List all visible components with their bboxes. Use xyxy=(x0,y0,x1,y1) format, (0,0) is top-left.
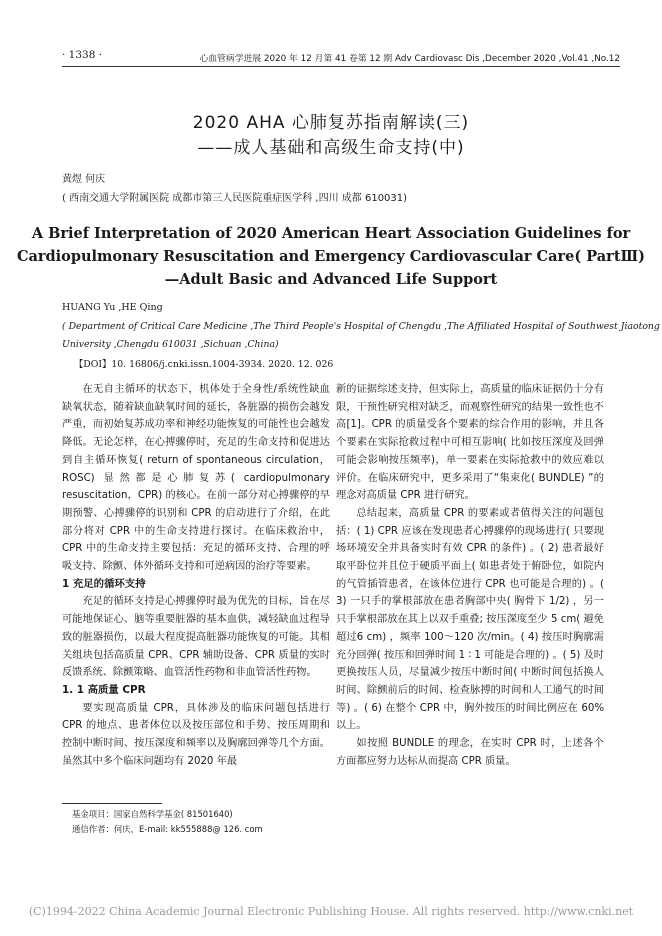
body-paragraph: 在无自主循环的状态下，机体处于全身性/系统性缺血缺氧状态，随着缺血缺氧时间的延长，各脏器的损伤会越发严重，而初始复苏成功率和神经功能恢复的可能性也会越发降低。无论怎样，在心搏骤停时，充足的生命支持和促进达到自主循环恢复( return of spontaneous circulation，ROSC) 显然都是心肺复苏( cardiopulmonary resuscitation，CPR) 的核心。在前一部分对心搏骤停的早期预警、心搏骤停的识别和 CPR 的启动进行了介绍，在此部分将对 CPR 中的生命支持进行探讨。在临床救治中，CPR 中的生命支持主要包括：充足的循环支持、合理的呼吸支持、除颤、体外循环支持和可逆病因的治疗等要素。 xyxy=(62,384,330,573)
running-header: 心血管病学进展 2020 年 12 月第 41 卷第 12 期 Adv Cardiovasc Dis ,December 2020 ,Vol.41 ,No.12 xyxy=(199,54,620,64)
english-affiliation-line2: University ,Chengdu 610031 ,Sichuan ,China) xyxy=(62,339,279,350)
body-paragraph: 总结起来，高质量 CPR 的要素或者值得关注的问题包括：( 1) CPR 应该在发现患者心搏骤停的现场进行( 只要现场环境安全并具备实时有效 CPR 的条件) 。( 2) 患者最好取平卧位并且位于硬质平面上( 如患者处于俯卧位，如院内的气管插管患者，在该体位进行 CPR 也可能是合理的) 。( 3) 一只手的掌根部放在患者胸部中央( 胸骨下 1/2) ，另一只手掌根部放在其上以双手重叠; 按压深度至少 5 cm( 避免超过6 cm) ，频率 100～120 次/min。( 4) 按压时胸廓需充分回弹( 按压和回弹时间 1 ∶ 1 可能是合理的) 。( 5) 及时更换按压人员，尽量减少按压中断时间( 中断时间包括换人时间、除颤前后的时间、检查脉搏的时间和人工通气的时间等) 。( 6) 在整个 CPR 中，胸外按压的时间比例应在 60%以上。 xyxy=(336,507,604,732)
english-title-line2: Cardiopulmonary Resuscitation and Emergency Cardiovascular Care( PartⅢ) xyxy=(16,248,646,265)
english-title-line1: A Brief Interpretation of 2020 American Heart Association Guidelines for xyxy=(31,225,631,242)
subsection-heading: 1. 1 高质量 CPR xyxy=(62,683,146,696)
body-paragraph: 新的证据综述支持，但实际上，高质量的临床证据仍十分有限，干预性研究相对缺乏，而观察性研究的结果一致性也不高[1]。CPR 的质量受各个要素的综合作用的影响，并且各个要素在实际抢救过程中可相互影响( 比如按压深度及回弹可能会影响按压频率)，单一要素在实际抢救中的效应难以评价。在临床研究中，更多采用了“集束化( BUNDLE) ”的理念对高质量 CPR 进行研究。 xyxy=(336,384,604,502)
chinese-affiliation: ( 西南交通大学附属医院 成都市第三人民医院重症医学科 ,四川 成都 610031) xyxy=(62,193,408,204)
chinese-authors: 黄煜 何庆 xyxy=(62,174,106,185)
header-rule xyxy=(62,66,620,67)
page-number: · 1338 · xyxy=(62,49,103,61)
english-authors: HUANG Yu ,HE Qing xyxy=(62,302,163,313)
section-heading: 1 充足的循环支持 xyxy=(62,577,146,590)
body-paragraph: 如按照 BUNDLE 的理念，在实时 CPR 时，上述各个方面都应努力达标从而提高 CPR 质量。 xyxy=(336,738,604,767)
chinese-title-line2: ——成人基础和高级生命支持(中) xyxy=(197,138,465,158)
footnote-corresponding-author: 通信作者：何庆，E-mail: kk555888@ 126. com xyxy=(72,824,263,834)
footnote-rule xyxy=(62,803,162,804)
chinese-title-line1: 2020 AHA 心肺复苏指南解读(三) xyxy=(192,113,470,133)
footnote-fund: 基金项目：国家自然科学基金( 81501640) xyxy=(72,809,233,819)
english-affiliation-line1: ( Department of Critical Care Medicine ,The Third People's Hospital of Chengdu ,The Affiliated Hospital of Southwest Jiaotong xyxy=(62,321,660,332)
doi: 【DOI】10. 16806/j.cnki.issn.1004-3934. 2020. 12. 026 xyxy=(74,359,334,370)
body-paragraph: 充足的循环支持是心搏骤停时最为优先的目标，旨在尽可能地保证心、脑等重要脏器的基本血供，减轻缺血过程导致的脏器损伤，以最大程度提高脏器功能恢复的可能。其相关组块包括高质量 CPR、CPR 辅助设备、CPR 质量的实时反馈系统、除颤策略、血管活性药物和非血管活性药物。 xyxy=(62,596,330,679)
english-title-line3: —Adult Basic and Advanced Life Support xyxy=(164,271,498,288)
left-column xyxy=(62,381,330,770)
right-column xyxy=(336,381,604,770)
body-paragraph: 要实现高质量 CPR，具体涉及的临床问题包括进行 CPR 的地点、患者体位以及按压部位和手势、按压周期和控制中断时间、按压深度和频率以及胸廓回弹等几个方面。虽然其中多个临床问题均有 2020 年最 xyxy=(62,702,330,767)
copyright-watermark: (C)1994-2022 China Academic Journal Electronic Publishing House. All rights reserved. http://www.cnki.net xyxy=(28,905,634,918)
